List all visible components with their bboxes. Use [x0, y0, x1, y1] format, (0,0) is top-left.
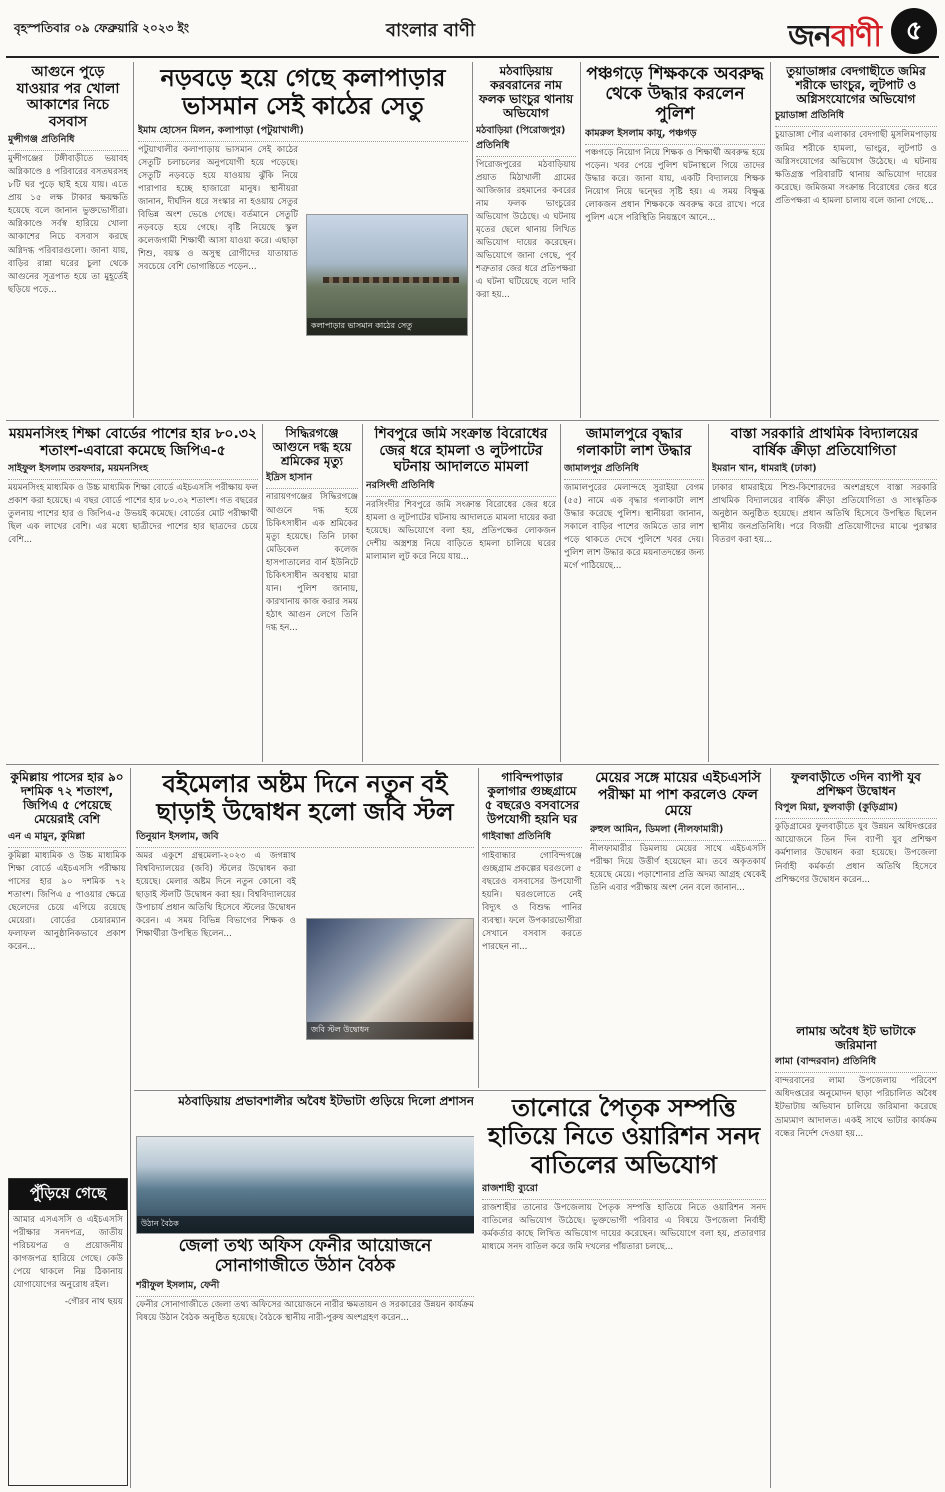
headline: নড়বড়ে হয়ে গেছে কলাপাড়ার ভাসমান সেই কাঠের সেতু — [160, 64, 446, 121]
photo-caption: উঠান বৈঠক — [137, 1216, 474, 1233]
article-worker — [266, 426, 358, 762]
article-uthan-boithok — [136, 1136, 474, 1486]
article-body: রাজশাহীর তানোর উপজেলায় পৈতৃক সম্পত্তি হাতিয়ে নিতে ওয়ারিশন সনদ বাতিলের অভিযোগ উঠেছে। ভুক্তভোগী পরিবার এ বিষয়ে উপজেলা নির্বাহী কর্মকর্তার কাছে লিখিত অভিযোগ দায়ের করেছেন। অভিযোগে বলা হয়, প্রতারণার মাধ্যমে সনদ বাতিল করে জমি দখলের পাঁয়তারা চলছে... — [482, 1202, 766, 1253]
byline: রুহুল আমিন, ডিমলা (নীলফামারী) — [590, 823, 766, 841]
lost-signature: -গৌরব নাথ ছয়য় — [64, 1297, 123, 1308]
headline: মঠবাড়িয়ায় করবরানের নাম ফলক ভাংচুর থানায় অভিযোগ — [478, 64, 574, 121]
headline: গাবিন্দপাড়ার কুলাগার গুচ্ছগ্রামে ৫ বছরেও বসবাসের উপযোগী হয়নি ঘর — [484, 770, 580, 827]
headline: মেয়ের সঙ্গে মায়ের এইচএসসি পরীক্ষা মা পাশ করলেও ফেল মেয়ে — [595, 770, 761, 820]
byline: জামালপুর প্রতিনিধি — [564, 462, 704, 480]
byline: শরীফুল ইসলাম, ফেনী — [136, 1279, 474, 1297]
headline: বাস্তা সরকারি প্রাথমিক বিদ্যালয়ের বার্ষিক ক্রীড়া প্রতিযোগিতা — [730, 426, 919, 459]
headline: ফুলবাড়ীতে ৩দিন ব্যাপী যুব প্রশিক্ষণ উদ্বোধন — [791, 770, 921, 799]
byline: রাজশাহী ব্যুরো — [482, 1182, 766, 1200]
article-sports — [712, 426, 937, 762]
article-brickfield-math — [136, 1094, 474, 1134]
byline: গাইবান্ধা প্রতিনিধি — [482, 830, 582, 848]
headline: ময়মনসিংহ শিক্ষা বোর্ডের পাশের হার ৮০.৩২ শতাংশ-এবারো কমেছে জিপিএ-৫ — [8, 426, 257, 459]
byline: ইদ্রিস হাসান — [266, 471, 358, 489]
article-bookfair — [136, 770, 474, 1086]
newspaper-logo: জনবাণী — [788, 19, 881, 54]
byline: লামা (বান্দরবান) প্রতিনিধি — [775, 1055, 937, 1073]
article-body: জামালপুরের মেলান্দহে সুরাইয়া বেগম (৫৫) নামে এক বৃদ্ধার গলাকাটা লাশ উদ্ধার করেছে পুলিশ। স্থানীয়রা জানান, সকালে বাড়ির পাশের জমিতে তার লাশ পড়ে থাকতে দেখে পুলিশে খবর দেয়। পুলিশ লাশ উদ্ধার করে ময়নাতদন্তের জন্য মর্গে পাঠিয়েছে... — [564, 483, 704, 572]
article-body: ঢাকার ধামরাইয়ে শিশু-কিশোরদের অংশগ্রহণে বাস্তা সরকারি প্রাথমিক বিদ্যালয়ের বার্ষিক ক্রীড়া প্রতিযোগিতা ও সাংস্কৃতিক অনুষ্ঠান অনুষ্ঠিত হয়েছে। প্রধান অতিথি হিসেবে উপস্থিত ছিলেন স্থানীয় জনপ্রতিনিধি। পরে বিজয়ী প্রতিযোগীদের মাঝে পুরস্কার বিতরণ করা হয়... — [712, 483, 937, 546]
page-number: ৫ — [891, 8, 937, 54]
byline: সাইফুল ইসলাম তরফদার, ময়মনসিংহ — [8, 462, 258, 480]
article-body: গাইবান্ধার গোবিন্দগঞ্জে গুচ্ছগ্রাম প্রকল্পের ঘরগুলো ৫ বছরেও বসবাসের উপযোগী হয়নি। ঘরগুলোতে নেই বিদ্যুৎ ও বিশুদ্ধ পানির ব্যবস্থা। ফলে উপকারভোগীরা সেখানে বসবাস করতে পারছেন না... — [482, 850, 582, 953]
headline: মঠবাড়িয়ায় প্রভাবশালীর অবৈধ ইটভাটা গুড়িয়ে দিলো প্রশাসন — [178, 1094, 474, 1108]
headline: তানোরে পৈতৃক সম্পত্তি হাতিয়ে নিতে ওয়ারিশন সনদ বাতিলের অভিযোগ — [487, 1094, 761, 1179]
meeting-photo — [136, 1136, 474, 1234]
bookfair-photo — [306, 918, 474, 1040]
headline: তুয়াডাঙ্গার বেদগাছীতে জমির শরীকে ভাংচুর, লুটপাট ও অগ্নিসংযোগের অভিযোগ — [786, 64, 926, 107]
headline: জেলা তথ্য অফিস ফেনীর আয়োজনে সোনাগাজীতে উঠান বৈঠক — [178, 1236, 432, 1277]
article-teacher — [585, 64, 765, 418]
headline: বইমেলার অষ্টম দিনে নতুন বই ছাড়াই উদ্বোধন হলো জবি স্টল — [156, 770, 454, 827]
headline: জামালপুরে বৃদ্ধার গলাকাটা লাশ উদ্ধার — [576, 426, 692, 459]
byline: বিপুল মিয়া, ফুলবাড়ী (কুড়িগ্রাম) — [775, 801, 937, 819]
article-body: কুমিল্লা মাধ্যমিক ও উচ্চ মাধ্যমিক শিক্ষা বোর্ডে এইচএসসি পরীক্ষায় পাসের হার ৯০ দশমিক ৭২ শতাংশ। জিপিএ ৫ পাওয়ার ক্ষেত্রে ছেলেদের চেয়ে এগিয়ে রয়েছে মেয়েরা। বোর্ডের চেয়ারম্যান ফলাফল আনুষ্ঠানিকভাবে প্রকাশ করেন... — [8, 850, 126, 953]
article-body: নরসিংদীর শিবপুরে জমি সংক্রান্ত বিরোধের জের ধরে হামলা ও লুটপাটের ঘটনায় আদালতে মামলা দায়ের করা হয়েছে। অভিযোগে বলা হয়, প্রতিপক্ষের লোকজন দেশীয় অস্ত্রশস্ত্র নিয়ে বাড়িতে হামলা চালিয়ে ঘরের মালামাল লুট করে নিয়ে যায়... — [366, 499, 556, 562]
article-body: ময়মনসিংহ মাধ্যমিক ও উচ্চ মাধ্যমিক শিক্ষা বোর্ডে এইচএসসি পরীক্ষায় ফল প্রকাশ করা হয়েছে। এ বছর বোর্ডে পাশের হার ৮০.৩২ শতাংশ। গত বছরের তুলনায় পাশের হার ও জিপিএ-৫ উভয়ই কমেছে। বোর্ডের মোট পরীক্ষার্থী ছিল এক লাখের বেশি। এর মধ্যে ছাত্রীদের পাশের হার ছাত্রদের চেয়ে বেশি... — [8, 483, 258, 546]
byline: চুয়াডাঙ্গা প্রতিনিধি — [775, 109, 937, 127]
lost-title: পুঁড়িয়ে গেছে — [9, 1179, 127, 1210]
headline: লামায় অবৈধ ইট ভাটাকে জরিমানা — [796, 1024, 916, 1053]
bridge-photo — [306, 214, 468, 336]
headline: কুমিল্লায় পাসের হার ৯০ দশমিক ৭২ শতাংশ, জিপিএ ৫ পেয়েছে মেয়েরাই বেশি — [10, 770, 124, 827]
byline: কামরুল ইসলাম কাযু, পঞ্চগড় — [585, 127, 765, 145]
article-grave — [476, 64, 576, 418]
article-mother-exam — [590, 770, 766, 1086]
masthead — [6, 6, 939, 58]
headline: শিবপুরে জমি সংক্রান্ত বিরোধের জের ধরে হামলা ও লুটপাটের ঘটনায় আদালতে মামলা — [374, 426, 548, 476]
article-body: অমর একুশে গ্রন্থমেলা-২০২৩ এ জগন্নাথ বিশ্ববিদ্যালয়ের (জবি) স্টলের উদ্বোধন করা হয়েছে। মেলার অষ্টম দিনে নতুন কোনো বই ছাড়াই স্টলটি উদ্বোধন করা হয়। বিশ্ববিদ্যালয়ের উপাচার্য প্রধান অতিথি হিসেবে স্টলের উদ্বোধন করেন। এ সময় বিভিন্ন বিভাগের শিক্ষক ও শিক্ষার্থীরা উপস্থিত ছিলেন... — [136, 850, 296, 939]
article-body: বান্দরবানের লামা উপজেলায় পরিবেশ অধিদপ্তরের অনুমোদন ছাড়া পরিচালিত অবৈধ ইটভাটায় অভিযান চালিয়ে জরিমানা করেছে ভ্রাম্যমাণ আদালত। একই সাথে ভাটার কার্যক্রম বন্ধের নির্দেশ দেওয়া হয়... — [775, 1076, 937, 1139]
byline: মঠবাড়িয়া (পিরোজপুর) প্রতিনিধি — [476, 124, 576, 157]
article-body: পটুয়াখালীর কলাপাড়ায় ভাসমান সেই কাঠের সেতুটি চলাচলের অনুপযোগী হয়ে পড়েছে। সেতুটি নড়বড়ে হয়ে যাওয়ায় ঝুঁকি নিয়ে পারাপার হচ্ছে হাজারো মানুষ। স্থানীয়রা জানান, দীর্ঘদিন ধরে সংস্কার না হওয়ায় সেতুর বিভিন্ন অংশ ভেঙে গেছে। বর্তমানে সেতুটি নড়বড়ে হয়ে গেছে। বৃষ্টি নিয়েছে স্কুল কলেজগামী শিক্ষার্থী আসা যাওয়া করে। এছাড়া শিশু, বয়স্ক ও অসুস্থ রোগীদের যাতায়াত সবচেয়ে বেশি ভোগান্তিতে পড়েন... — [138, 144, 298, 273]
article-body: নারায়ণগঞ্জের সিদ্ধিরগঞ্জে আগুনে দগ্ধ হয়ে চিকিৎসাধীন এক শ্রমিকের মৃত্যু হয়েছে। তিনি ঢাকা মেডিকেল কলেজ হাসপাতালের বার্ন ইউনিটে চিকিৎসাধীন অবস্থায় মারা যান। পুলিশ জানায়, কারখানায় কাজ করার সময় হঠাৎ আগুন লেগে তিনি দগ্ধ হন... — [266, 492, 358, 634]
issue-date: বৃহস্পতিবার ০৯ ফেব্রুয়ারি ২০২৩ ইং — [14, 21, 190, 35]
article-body: কুড়িগ্রামের ফুলবাড়ীতে যুব উন্নয়ন অধিদপ্তরের আয়োজনে তিন দিন ব্যাপী যুব প্রশিক্ষণ কর্মশালার উদ্বোধন করা হয়েছে। উপজেলা নির্বাহী কর্মকর্তা প্রধান অতিথি হিসেবে প্রশিক্ষণের উদ্বোধন করেন... — [775, 822, 937, 885]
article-tanore — [482, 1094, 766, 1486]
article-brickfield-lama — [775, 1024, 937, 1486]
article-body: পঞ্চগড়ে নিয়োগ নিয়ে শিক্ষক ও শিক্ষার্থী অবরুদ্ধ হয়ে পড়েন। খবর পেয়ে পুলিশ ঘটনাস্থলে গিয়ে তাদের উদ্ধার করে। জানা যায়, একটি বিদ্যালয়ে শিক্ষক নিয়োগ নিয়ে দ্বন্দ্বের সৃষ্টি হয়। এ সময় বিক্ষুব্ধ লোকজন প্রধান শিক্ষককে অবরুদ্ধ করে রাখে। পরে পুলিশ এসে পরিস্থিতি নিয়ন্ত্রণে আনে... — [585, 148, 765, 224]
article-body: নীলফামারীর ডিমলায় মেয়ের সাথে এইচএসসি পরীক্ষা দিয়ে উত্তীর্ণ হয়েছেন মা। তবে অকৃতকার্য হয়েছে মেয়ে। পড়াশোনার প্রতি অদম্য আগ্রহ থেকেই তিনি এবার পরীক্ষায় অংশ নেন বলে জানান... — [590, 843, 766, 893]
article-comilla — [8, 770, 126, 1172]
section-title: বাংলার বাণী — [386, 20, 476, 41]
article-cluster-village — [482, 770, 582, 1086]
byline: নরসিংদী প্রতিনিধি — [366, 479, 556, 497]
byline: তিনুয়ান ইসলাম, জবি — [136, 830, 474, 848]
article-mymensingh — [8, 426, 258, 762]
headline: আগুনে পুড়ে যাওয়ার পর খোলা আকাশের নিচে বসবাস — [16, 64, 120, 130]
article-fire — [8, 64, 128, 418]
headline: সিদ্ধিরগঞ্জে আগুনে দগ্ধ হয়ে শ্রমিকের মৃত্যু — [272, 426, 352, 469]
byline: মুন্সীগঞ্জ প্রতিনিধি — [8, 133, 128, 151]
byline: এন এ মামুন, কুমিল্লা — [8, 830, 126, 848]
article-jamalpur — [564, 426, 704, 762]
article-body: পিরোজপুরের মঠবাড়িয়ায় প্রয়াত মিঠাখালী গ্রামের আজিজার রহমানের কবরের নাম ফলক ভাংচুরের অভিযোগ উঠেছে। এ ঘটনায় মৃতের ছেলে থানায় লিখিত অভিযোগ দায়ের করেছেন। অভিযোগে জানা গেছে, পূর্ব শত্রুতার জের ধরে প্রতিপক্ষরা এ ঘটনা ঘটিয়েছে বলে দাবি করা হয়... — [476, 159, 576, 301]
lost-notice — [8, 1178, 128, 1486]
lost-body: আমার এসএসসি ও এইচএসসি পরীক্ষার সনদপত্র, জাতীয় পরিচয়পত্র ও প্রয়োজনীয় কাগজপত্র হারিয়ে গেছে। কেউ পেয়ে থাকলে নিম্ন ঠিকানায় যোগাযোগের অনুরোধ রইল। — [13, 1215, 123, 1291]
photo-caption: জবি স্টল উদ্বোধন — [307, 1022, 473, 1039]
byline: ইমাম হোসেন মিলন, কলাপাড়া (পটুয়াখালী) — [138, 124, 468, 142]
headline: পঞ্চগড়ে শিক্ষককে অবরুদ্ধ থেকে উদ্ধার করলেন পুলিশ — [586, 64, 764, 125]
article-shibpur — [366, 426, 556, 762]
article-body: চুয়াডাঙ্গা পৌর এলাকার বেদগাছী মুসলিমপাড়ায় জমির শরীকে হামলা, ভাংচুর, লুটপাট ও অগ্নিসংযোগের অভিযোগ উঠেছে। এ ঘটনায় ক্ষতিগ্রস্ত পরিবারটি থানায় অভিযোগ দায়ের করেছে। জমিজমা সংক্রান্ত বিরোধের জের ধরে প্রতিপক্ষরা এ হামলা চালায় বলে জানা গেছে... — [775, 130, 937, 206]
article-land — [775, 64, 937, 418]
article-youth-training — [775, 770, 937, 1020]
article-body: মুন্সীগঞ্জের টঙ্গীবাড়ীতে ভয়াবহ অগ্নিকাণ্ডে ৪ পরিবারের বসতঘরসহ ৮টি ঘর পুড়ে ছাই হয়ে যায়। এতে প্রায় ১৫ লক্ষ টাকার ক্ষয়ক্ষতি হয়েছে বলে জানান ভুক্তভোগীরা। অগ্নিকাণ্ডে সর্বস্ব হারিয়ে খোলা আকাশের নিচে বসবাস করছে অগ্নিদগ্ধ পরিবারগুলো। জানা যায়, বাড়ির রান্না ঘরের চুলা থেকে আগুনের সূত্রপাত হয়ে তা মুহূর্তেই ছড়িয়ে পড়ে... — [8, 154, 128, 295]
photo-caption: কলাপাড়ার ভাসমান কাঠের সেতু — [307, 318, 467, 335]
byline: ইমরান খান, ধামরাই (ঢাকা) — [712, 462, 937, 480]
article-body: ফেনীর সোনাগাজীতে জেলা তথ্য অফিসের আয়োজনে নারীর ক্ষমতায়ন ও সরকারের উন্নয়ন কার্যক্রম বিষয়ে উঠান বৈঠক অনুষ্ঠিত হয়েছে। বৈঠকে স্থানীয় নারী-পুরুষ অংশগ্রহণ করেন... — [136, 1300, 474, 1324]
article-bridge — [138, 64, 468, 418]
